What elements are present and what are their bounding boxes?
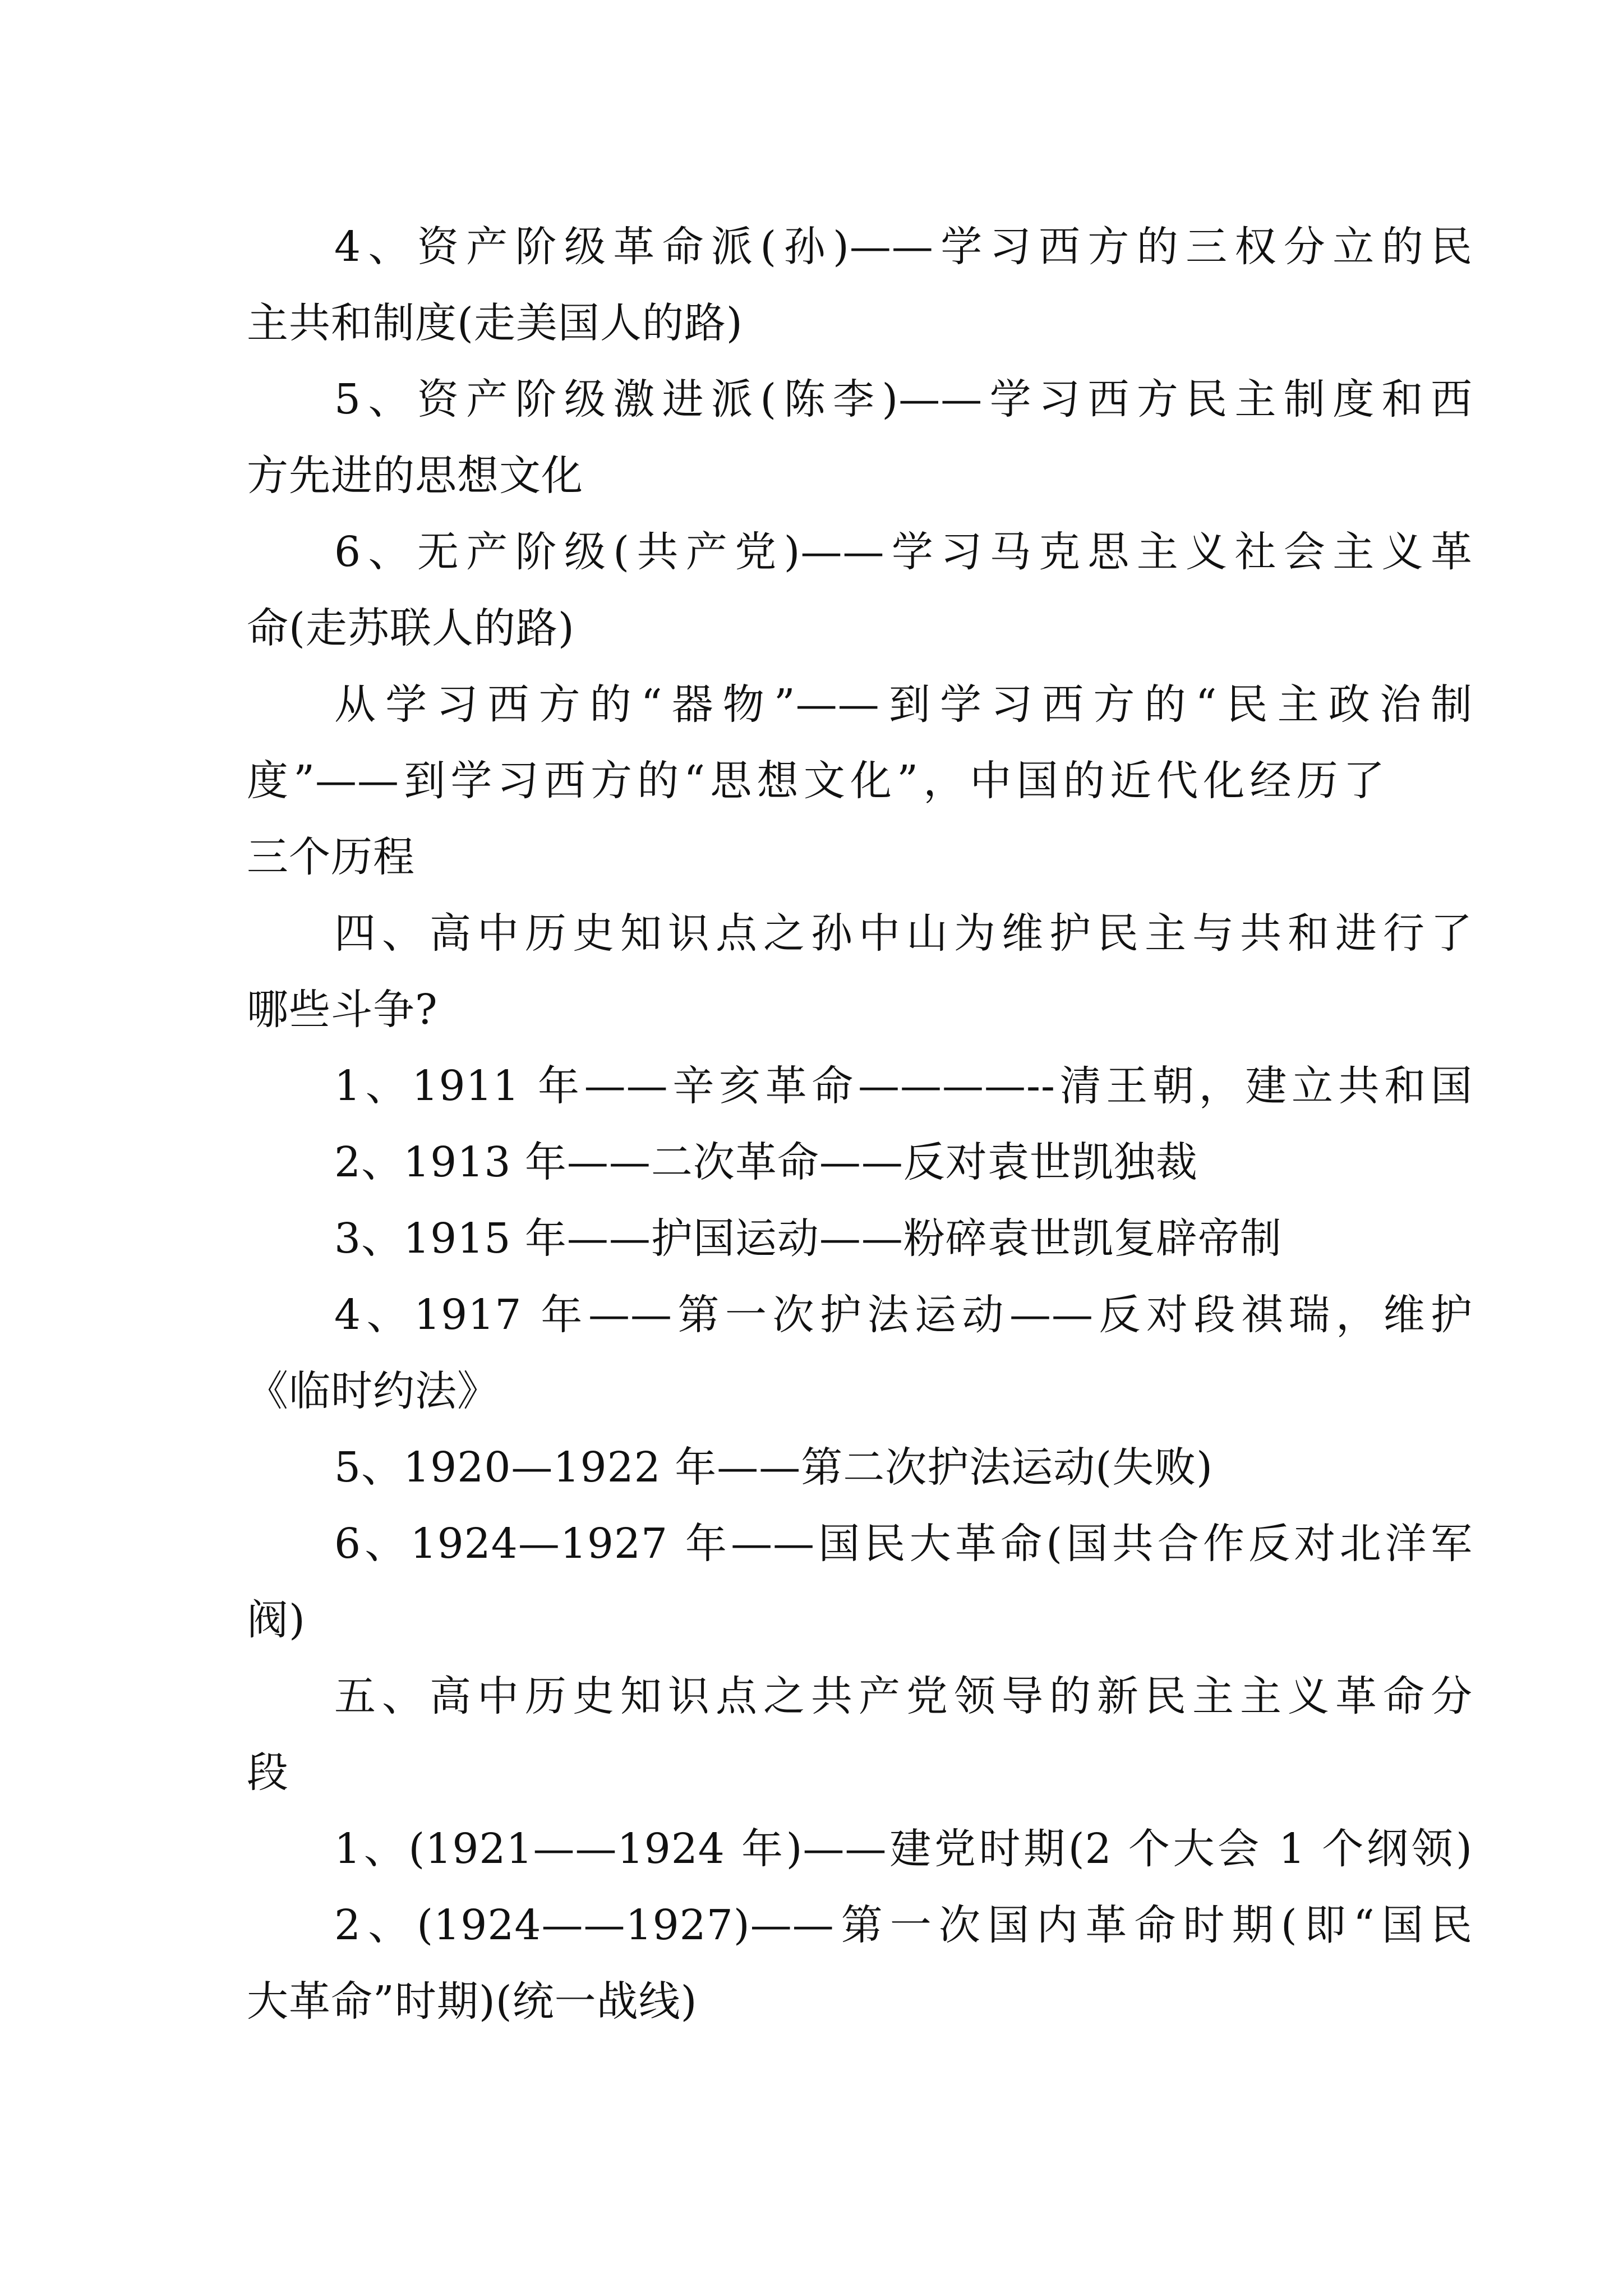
section-heading: 五、高中历史知识点之共产党领导的新民主主义革命分 bbox=[334, 1672, 1473, 1720]
text-line: 6、无产阶级(共产党)——学习马克思主义社会主义革 bbox=[334, 528, 1473, 576]
text-line: 从学习西方的“器物”——到学习西方的“民主政治制 bbox=[334, 680, 1473, 729]
text-line: 度”——到学习西方的“思想文化”，中国的近代化经历了 bbox=[247, 757, 1385, 805]
text-line: 5、资产阶级激进派(陈李)——学习西方民主制度和西 bbox=[334, 375, 1473, 424]
list-item: 2、(1924——1927)——第一次国内革命时期(即“国民 bbox=[334, 1901, 1473, 1949]
list-item: 4、1917 年——第一次护法运动——反对段祺瑞，维护 bbox=[334, 1291, 1473, 1339]
text-line: 方先进的思想文化 bbox=[247, 452, 583, 500]
list-item: 3、1915 年——护国运动——粉碎袁世凯复辟帝制 bbox=[334, 1214, 1282, 1263]
text-line: 命(走苏联人的路) bbox=[247, 604, 575, 652]
text-line: 主共和制度(走美国人的路) bbox=[247, 299, 743, 347]
text-line: 三个历程 bbox=[247, 833, 415, 881]
list-item: 1、(1921——1924 年)——建党时期(2 个大会 1 个纲领) bbox=[334, 1825, 1473, 1873]
text-line: 4、资产阶级革命派(孙)——学习西方的三权分立的民 bbox=[334, 223, 1473, 271]
list-item: 大革命”时期)(统一战线) bbox=[247, 1977, 698, 2026]
section-heading: 段 bbox=[247, 1749, 289, 1797]
list-item: 6、1924—1927 年——国民大革命(国共合作反对北洋军 bbox=[334, 1520, 1473, 1568]
list-item: 阀) bbox=[247, 1596, 306, 1644]
list-item: 2、1913 年——二次革命——反对袁世凯独裁 bbox=[334, 1138, 1198, 1186]
list-item: 1、1911 年——辛亥革命————--清王朝，建立共和国 bbox=[334, 1062, 1473, 1110]
list-item: 5、1920—1922 年——第二次护法运动(失败) bbox=[334, 1443, 1213, 1492]
section-heading: 哪些斗争? bbox=[247, 986, 438, 1034]
section-heading: 四、高中历史知识点之孙中山为维护民主与共和进行了 bbox=[334, 909, 1473, 958]
list-item: 《临时约法》 bbox=[247, 1367, 499, 1415]
